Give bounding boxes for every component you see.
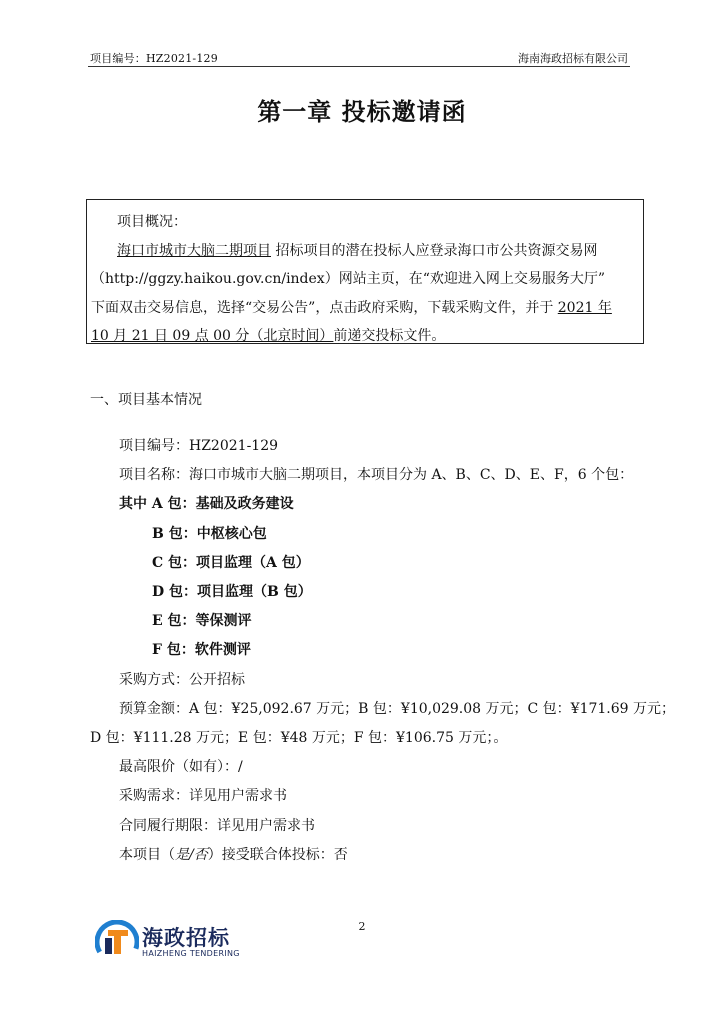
page-number: 2 [358, 920, 366, 933]
package-a: 其中 A 包：基础及政务建设 [119, 496, 294, 513]
project-overview-box [86, 199, 644, 344]
contract-period-line: 合同履行期限：详见用户需求书 [119, 817, 315, 834]
package-c: C 包：项目监理（A 包） [152, 554, 310, 571]
consortium-line [90, 841, 640, 870]
overview-project-name: 海口市城市大脑二期项目 [117, 242, 271, 259]
budget-line-2: D 包：¥111.28 万元；E 包：¥48 万元；F 包：¥106.75 万元；。 [90, 730, 508, 747]
overview-line-1 [91, 237, 639, 266]
budget-line-1: 预算金额：A 包：¥25,092.67 万元；B 包：¥10,029.08 万元；C 包：¥171.69 万元； [119, 700, 676, 717]
consortium-pre: 本项目（ [119, 846, 175, 863]
section-heading: 一、项目基本情况 [90, 392, 202, 408]
overview-line-4 [91, 322, 639, 351]
project-number-line: 项目编号：HZ2021-129 [119, 438, 279, 454]
package-e: E 包：等保测评 [152, 613, 252, 630]
requirement-line: 采购需求：详见用户需求书 [119, 788, 287, 805]
logo-mark-icon [95, 920, 139, 964]
overview-deadline-year: 2021 年 [557, 299, 612, 316]
project-name-line: 项目名称：海口市城市大脑二期项目，本项目分为 A、B、C、D、E、F，6 个包： [119, 467, 634, 484]
consortium-italic: 是/否 [175, 846, 208, 863]
overview-line-3-text: 下面双击交易信息，选择“交易公告”，点击政府采购，下载采购文件，并于 [91, 299, 558, 316]
consortium-post: ）接受联合体投标：否 [207, 846, 348, 863]
procurement-method: 采购方式：公开招标 [119, 671, 245, 688]
logo-text: 海政招标 [142, 926, 230, 950]
header-divider [88, 66, 630, 67]
package-b: B 包：中枢核心包 [152, 525, 267, 542]
max-price-line: 最高限价（如有）：/ [119, 759, 243, 776]
logo-subtext: HAIZHENG TENDERING [142, 949, 240, 958]
overview-deadline-time: 10 月 21 日 09 点 00 分（北京时间） [91, 328, 334, 344]
section-body [90, 432, 676, 870]
overview-line-4-rest: 前递交投标文件。 [333, 328, 446, 344]
package-f: F 包：软件测评 [152, 642, 251, 659]
company-logo [95, 918, 245, 964]
header-company-name: 海南海政招标有限公司 [518, 52, 628, 65]
overview-heading: 项目概况： [117, 214, 187, 230]
chapter-title: 第一章 投标邀请函 [257, 97, 467, 126]
overview-line-3 [91, 294, 639, 323]
header-project-number: 项目编号：HZ2021-129 [90, 52, 218, 65]
overview-line-2: （http://ggzy.haikou.gov.cn/index）网站主页，在“欢迎进入网上交易服务大厅” [91, 271, 606, 287]
package-d: D 包：项目监理（B 包） [152, 584, 312, 601]
overview-line-1-rest: 招标项目的潜在投标人应登录海口市公共资源交易网 [271, 242, 598, 259]
